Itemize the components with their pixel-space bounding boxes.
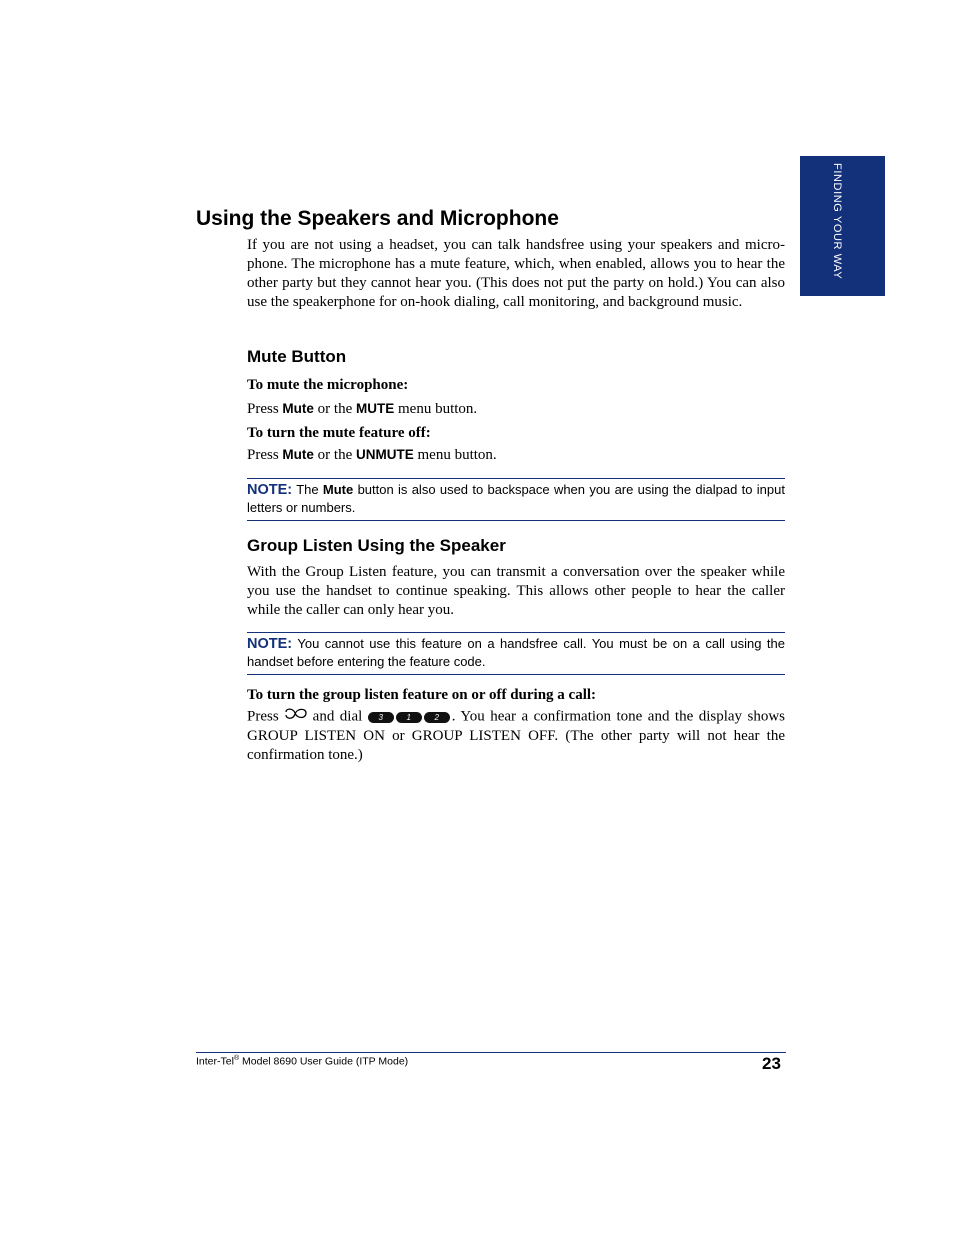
note-rule-bottom-2 <box>247 674 785 675</box>
note-label-2: NOTE: <box>247 636 293 652</box>
section-intro: If you are not using a headset, you can talk handsfree using your speakers and micro-phone. The microphone has a mute feature, which, when enabled, allows you to hear the other party but they cannot hear you. (This does not put the party on hold.) You can also use the speakerphone for on-hook dialing, call monitoring, and background music. <box>247 237 785 310</box>
dial-key-3: 3 <box>368 712 394 723</box>
mute-button-ref-2: Mute <box>282 447 314 462</box>
unmute-step-text: Press Mute or the UNMUTE menu button. <box>247 447 497 463</box>
mute-step-text: Press Mute or the MUTE menu button. <box>247 401 478 417</box>
footer-guide-title: Inter-Tel® Model 8690 User Guide (ITP Mode) <box>196 1055 409 1068</box>
group-listen-heading: Group Listen Using the Speaker <box>247 536 506 555</box>
unmute-step-title: To turn the mute feature off: <box>247 425 431 441</box>
feature-code-keys <box>368 708 452 724</box>
mute-menu-ref: MUTE <box>356 401 395 416</box>
group-listen-intro: With the Group Listen feature, you can transmit a conversation over the speaker while you use the handset to continue speaking. This allows other people to hear the caller while the caller can only hear you. <box>247 564 785 618</box>
group-listen-step-title: To turn the group listen feature on or off during a call: <box>247 687 597 703</box>
mute-step-title: To mute the microphone: <box>247 377 409 393</box>
footer-rule <box>196 1052 786 1053</box>
mute-button-heading: Mute Button <box>247 347 347 366</box>
handset-icon <box>283 707 309 727</box>
group-listen-note: NOTE: You cannot use this feature on a handsfree call. You must be on a call using the handset before entering the feature code. <box>247 636 785 669</box>
note-rule-bottom <box>247 520 785 521</box>
mute-button-ref: Mute <box>282 401 314 416</box>
dial-key-1: 1 <box>396 712 422 723</box>
mute-note: NOTE: The Mute button is also used to backspace when you are using the dialpad to input letters or numbers. <box>247 482 785 515</box>
group-listen-step-text: Press and dial 3 1 2 . You hear a confirmation tone and the display shows GROUP LISTEN ON or GROUP LISTEN OFF. (The other party will not hear the confirmation tone.) <box>247 708 785 763</box>
note-rule-top-2 <box>247 632 785 633</box>
note-label: NOTE: <box>247 482 293 498</box>
page-number: 23 <box>762 1054 781 1073</box>
chapter-tab-label: FINDING YOUR WAY <box>831 163 843 280</box>
note-rule-top <box>247 478 785 479</box>
section-title: Using the Speakers and Microphone <box>196 207 559 230</box>
unmute-menu-ref: UNMUTE <box>356 447 414 462</box>
dial-key-2: 2 <box>424 712 450 723</box>
